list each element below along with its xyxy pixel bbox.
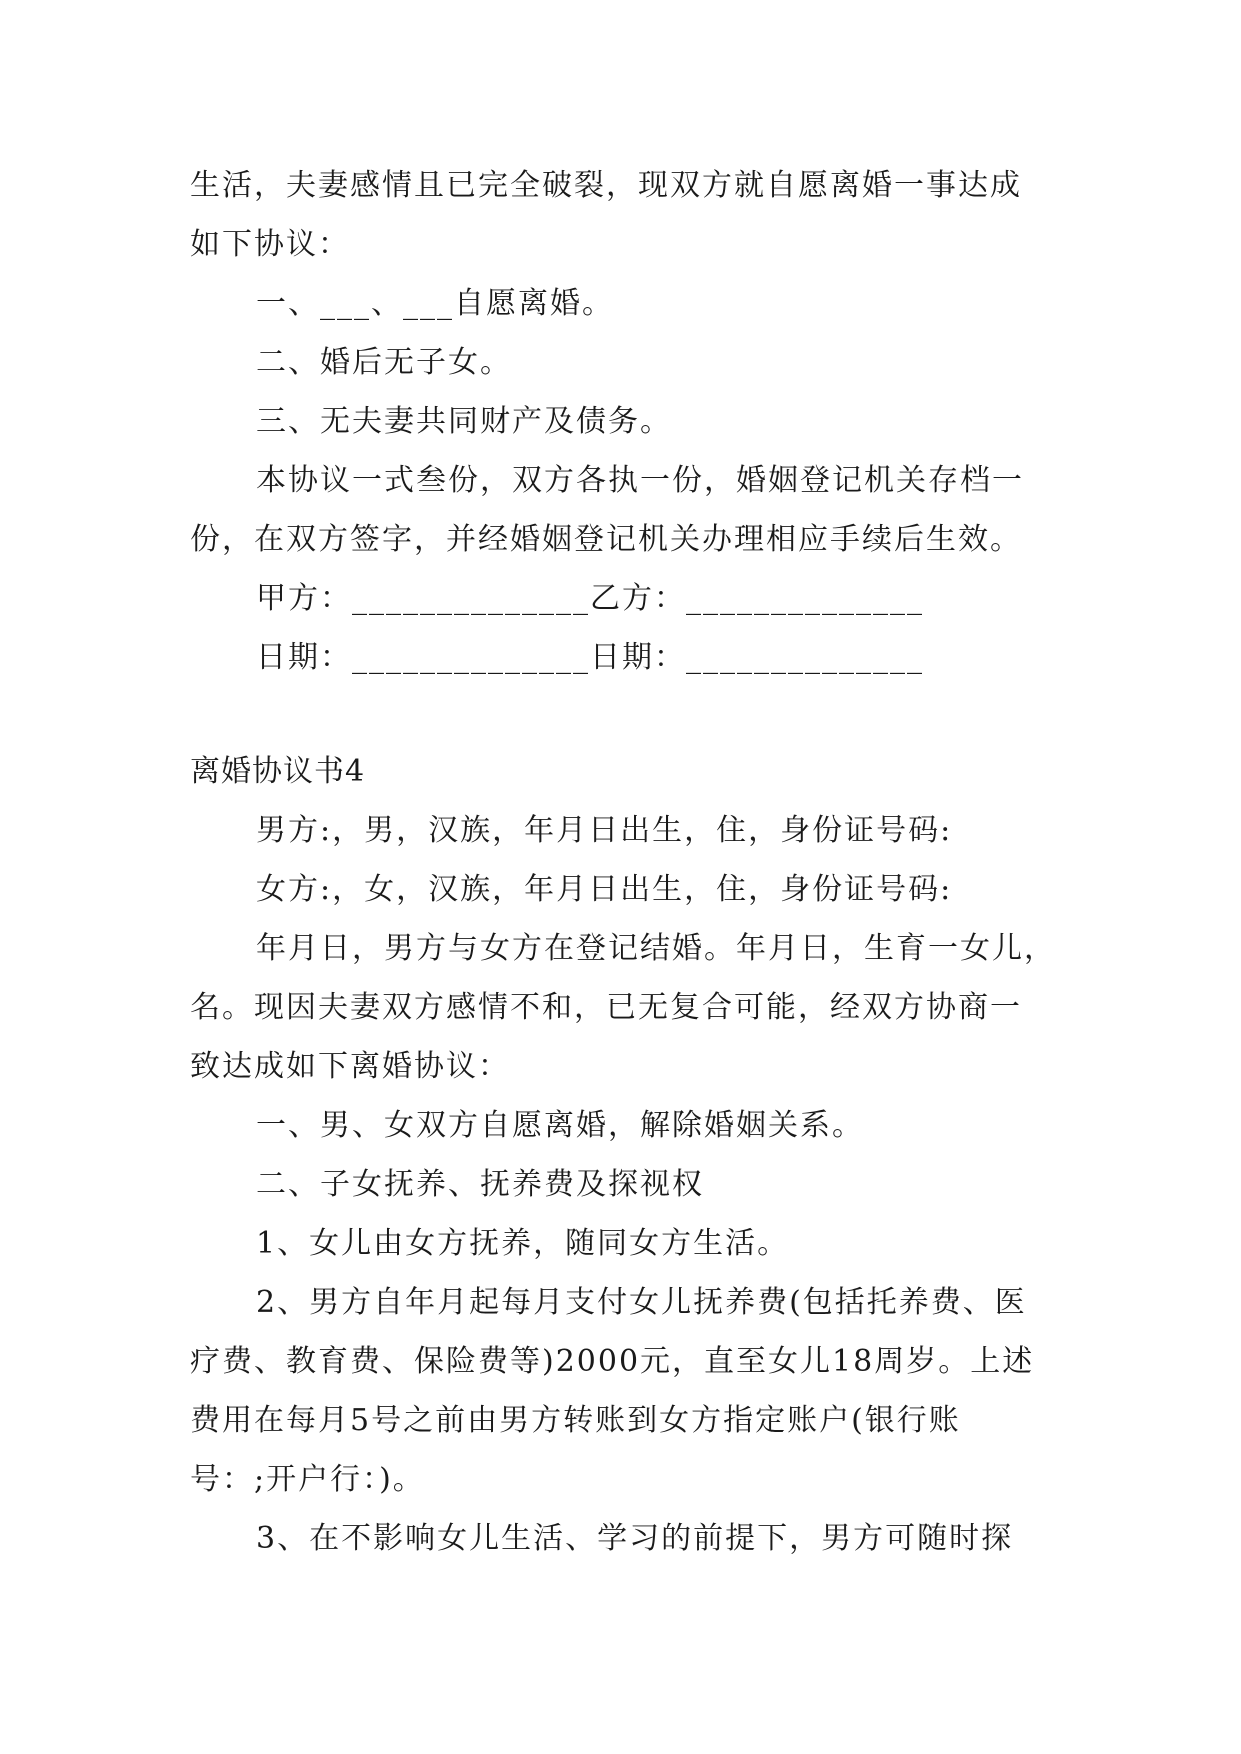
copies-clause-line: 份，在双方签字，并经婚姻登记机关办理相应手续后生效。 bbox=[190, 522, 1022, 557]
paragraph-line: 生活，夫妻感情且已完全破裂，现双方就自愿离婚一事达成 bbox=[190, 168, 1022, 203]
sub-clause-1: 1、女儿由女方抚养，随同女方生活。 bbox=[256, 1226, 790, 1261]
agreement-item-1: 一、___、___自愿离婚。 bbox=[256, 286, 614, 321]
sub-clause-3-line: 3、在不影响女儿生活、学习的前提下，男方可随时探 bbox=[256, 1521, 1014, 1556]
date-line: 日期：______________日期：______________ bbox=[256, 640, 924, 675]
paragraph-line: 如下协议： bbox=[190, 227, 350, 262]
agreement-item-2: 二、婚后无子女。 bbox=[256, 345, 512, 380]
copies-clause-line: 本协议一式叁份，双方各执一份，婚姻登记机关存档一 bbox=[256, 463, 1024, 498]
section-title: 离婚协议书4 bbox=[190, 754, 366, 789]
female-party-line: 女方:，女，汉族，年月日出生，住，身份证号码: bbox=[256, 872, 953, 907]
clause-2: 二、子女抚养、抚养费及探视权 bbox=[256, 1167, 704, 1202]
sub-clause-2-line: 疗费、教育费、保险费等)2000元，直至女儿18周岁。上述 bbox=[190, 1344, 1035, 1379]
male-party-line: 男方:，男，汉族，年月日出生，住，身份证号码: bbox=[256, 813, 953, 848]
paragraph-line: 致达成如下离婚协议： bbox=[190, 1049, 510, 1084]
sub-clause-2-line: 2、男方自年月起每月支付女儿抚养费(包括托养费、医 bbox=[256, 1285, 1027, 1320]
paragraph-line: 名。现因夫妻双方感情不和，已无复合可能，经双方协商一 bbox=[190, 990, 1022, 1025]
sub-clause-2-line: 费用在每月5号之前由男方转账到女方指定账户(银行账 bbox=[190, 1403, 961, 1438]
agreement-item-3: 三、无夫妻共同财产及债务。 bbox=[256, 404, 672, 439]
sub-clause-2-line: 号：;开户行：)。 bbox=[190, 1462, 425, 1497]
signature-line: 甲方：______________乙方：______________ bbox=[256, 581, 924, 616]
paragraph-line: 年月日，男方与女方在登记结婚。年月日，生育一女儿， bbox=[256, 931, 1056, 966]
clause-1: 一、男、女双方自愿离婚，解除婚姻关系。 bbox=[256, 1108, 864, 1143]
